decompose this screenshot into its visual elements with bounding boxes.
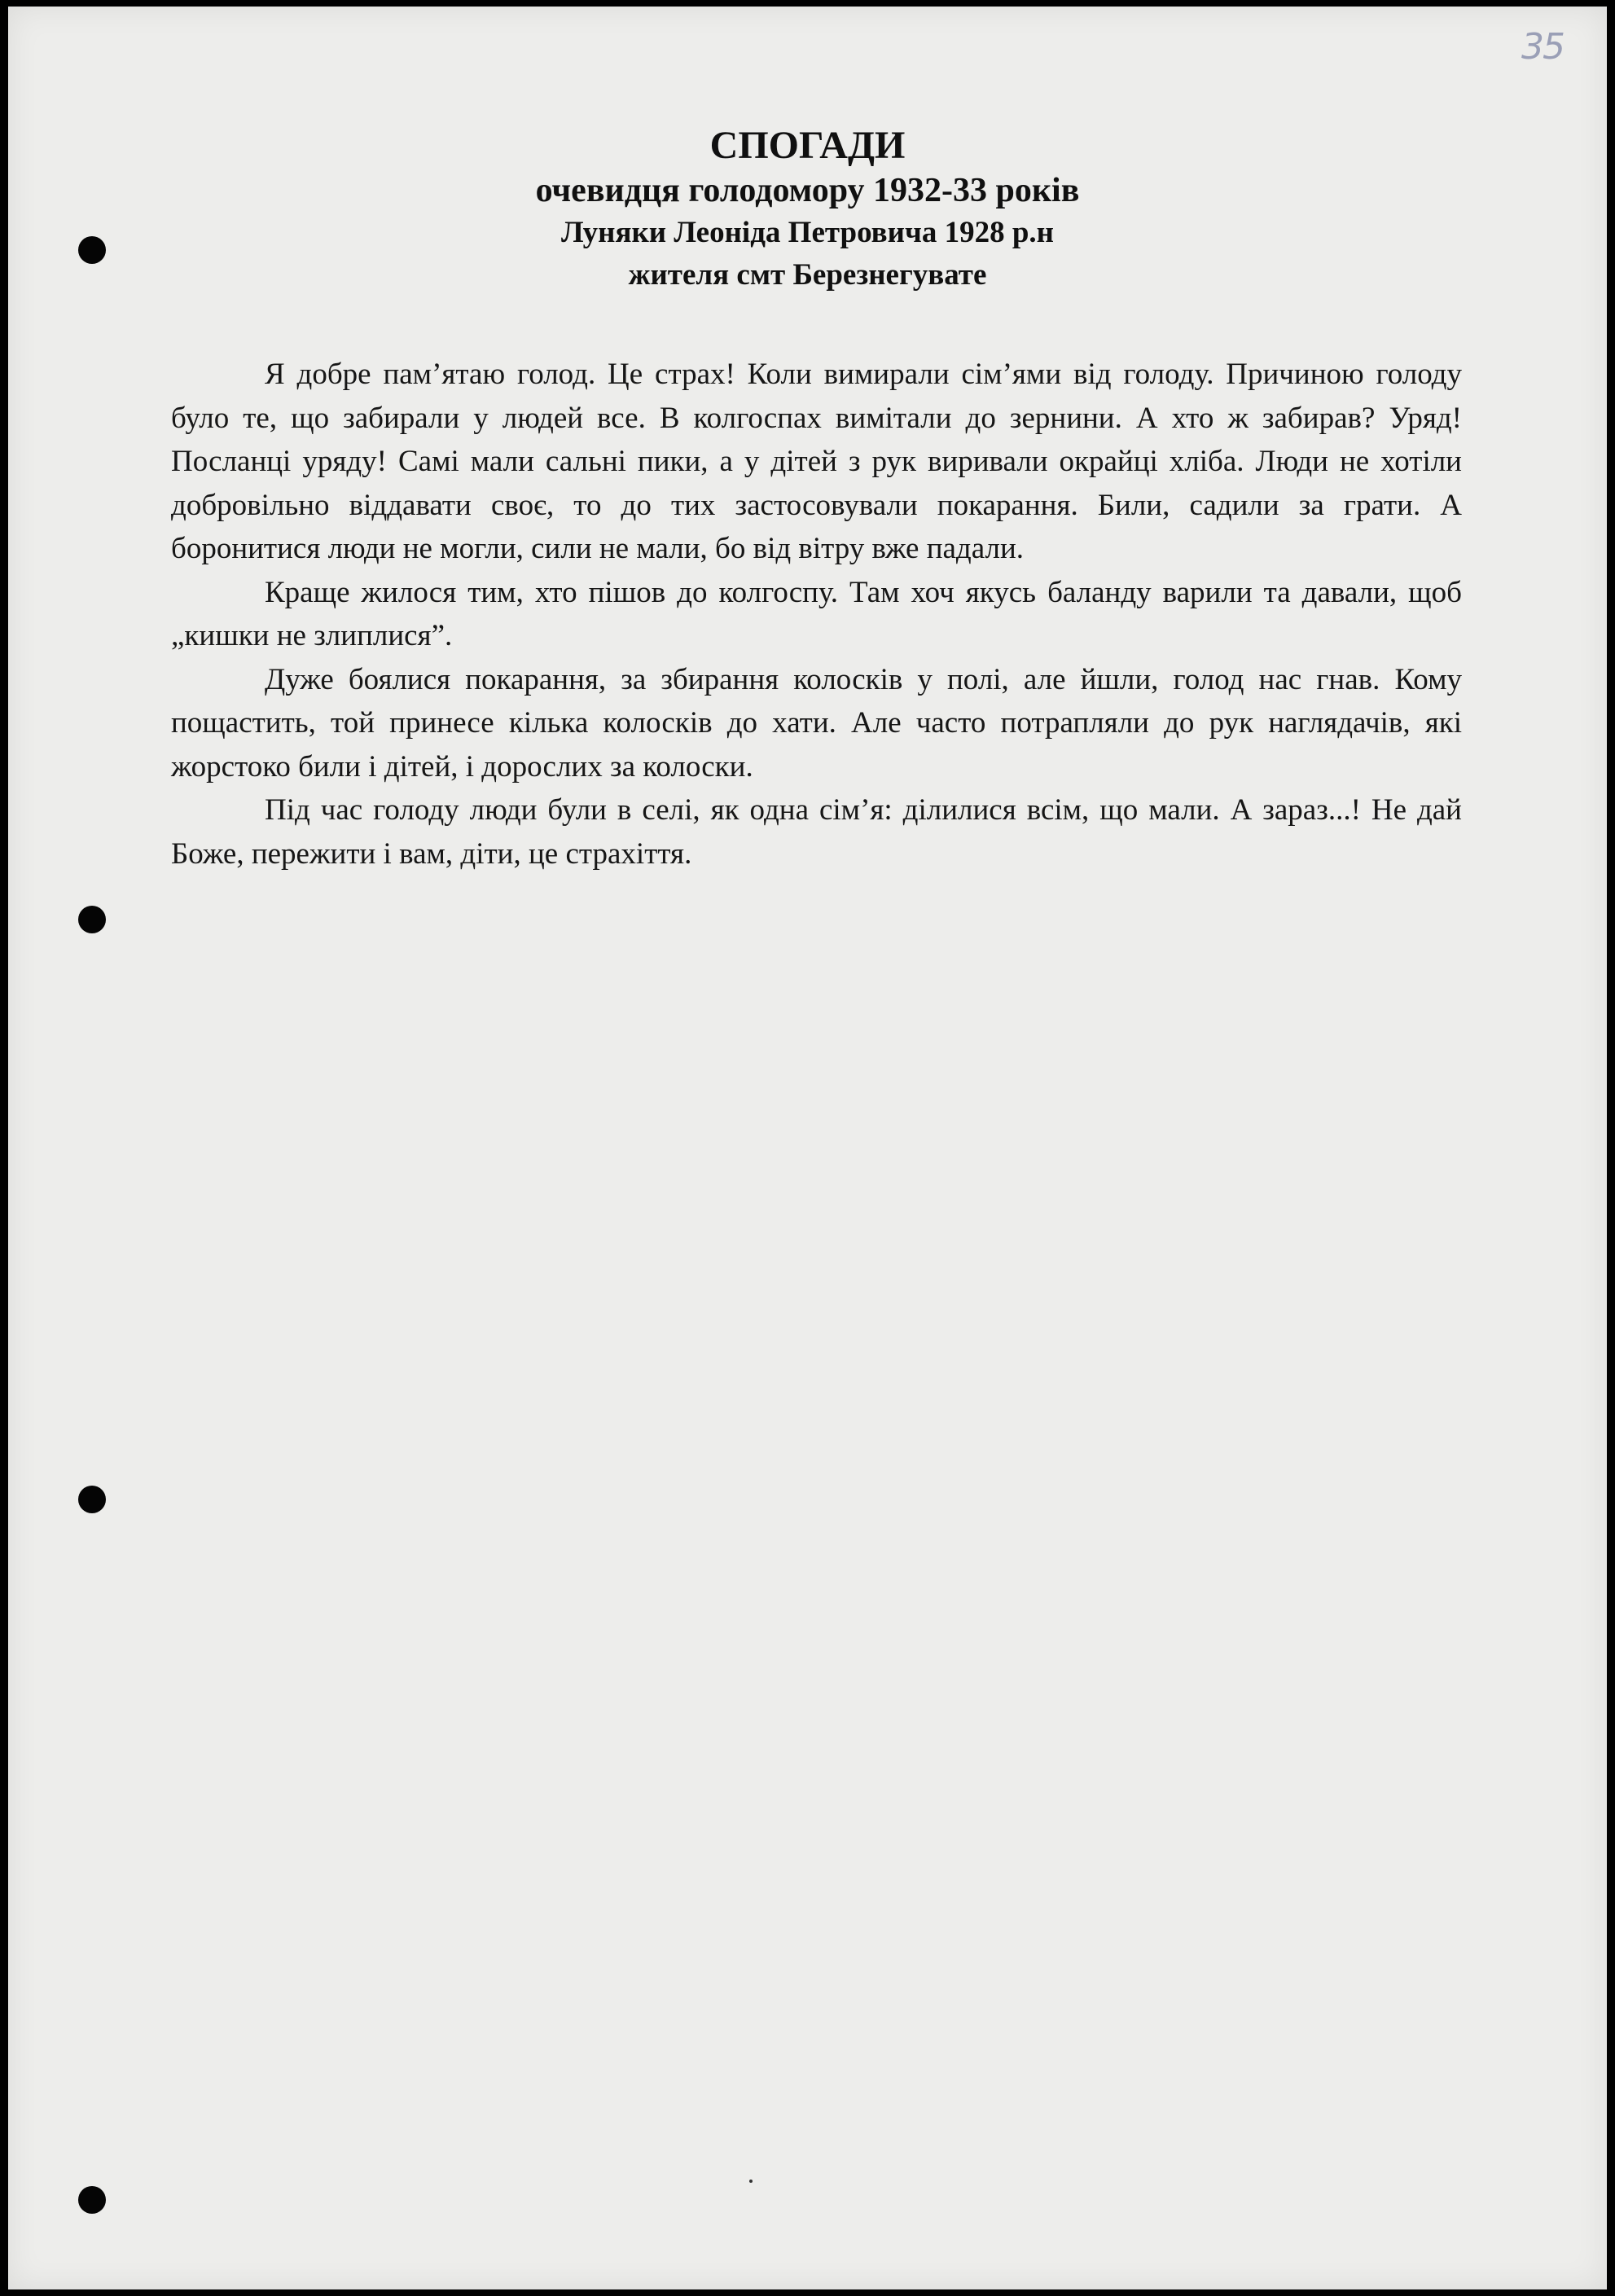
memoir-body — [171, 353, 1462, 876]
paragraph: Дуже боялися покарання, за збирання колосків у полі, але йшли, голод нас гнав. Кому пощастить, той принесе кілька колосків до хати. Але часто потрапляли до рук наглядачів, які жорстоко били і дітей, і дорослих за колоски. — [171, 662, 1462, 784]
punch-hole-icon — [78, 1486, 106, 1513]
document-subtitle: очевидця голодомору 1932-33 років — [535, 172, 1080, 209]
punch-hole-icon — [78, 906, 106, 933]
paragraph: Я добре пам’ятаю голод. Це страх! Коли вимирали сім’ями від голоду. Причиною голоду було те, що забирали у людей все. В колгоспах вимітали до зернини. А хто ж забирав? Уряд! Посланці уряду! Самі мали сальні пики, а у дітей з рук виривали окрайці хліба. Люди не хотіли добровільно віддавати своє, то до тих застосовували покарання. Били, садили за грати. А боронитися люди не могли, сили не мали, бо від вітру вже падали. — [171, 358, 1462, 565]
page-number: 35 — [1521, 26, 1564, 68]
document-place: жителя смт Березнегувате — [628, 258, 987, 292]
document-page — [8, 7, 1607, 2289]
paper-speck — [749, 2180, 753, 2183]
paragraph: Під час голоду люди були в селі, як одна сім’я: ділилися всім, що мали. А зараз...! Не дай Боже, пережити і вам, діти, це страхіття. — [171, 793, 1462, 871]
punch-hole-icon — [78, 2186, 106, 2214]
paragraph: Краще жилося тим, хто пішов до колгоспу. Там хоч якусь баланду варили та давали, щоб „кишки не злиплися”. — [171, 575, 1462, 652]
document-header — [0, 122, 1615, 296]
document-author: Луняки Леоніда Петровича 1928 р.н — [561, 216, 1054, 249]
document-title: СПОГАДИ — [709, 124, 906, 167]
